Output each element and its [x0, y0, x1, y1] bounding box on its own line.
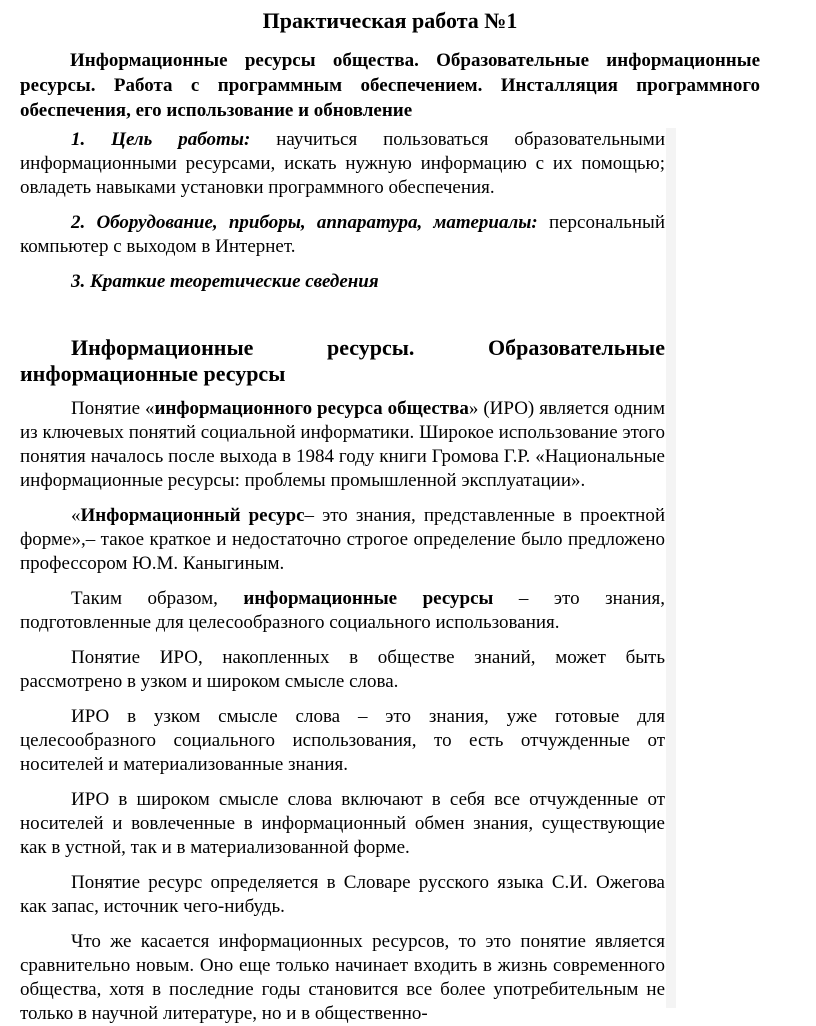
p3-after: – это знания, подготовленные для целесообразного социального использования. — [20, 588, 666, 633]
equipment-text: персональный компьютер с выходом в Интернет. — [20, 212, 665, 257]
page-title: Практическая работа №1 — [262, 8, 518, 33]
goal-paragraph — [20, 128, 665, 200]
paragraph-broad-sense: ИРО в широком смысле слова включают в себя все отчужденные от носителей и вовлеченные в информационный обмен знания, существующие как в устной, так и в материализованной форме. — [20, 789, 665, 858]
paragraph-thus — [20, 587, 665, 635]
p2-before: « — [71, 505, 81, 526]
page-edge-shade — [666, 128, 676, 1008]
p3-before: Таким образом, — [71, 588, 244, 609]
equipment-label: 2. Оборудование, приборы, аппаратура, материалы: — [71, 212, 538, 233]
paragraph-iro-sense: Понятие ИРО, накопленных в обществе знаний, может быть рассмотрено в узком и широком смысле слова. — [20, 647, 665, 692]
paragraph-new-concept: Что же касается информационных ресурсов, то это понятие является сравнительно новым. Оно еще только начинает входить в жизнь современного общества, хотя в последние годы становится все более употребительным не только в научной литературе, но и в общественно- — [20, 931, 665, 1024]
document-subtitle: Информационные ресурсы общества. Образовательные информационные ресурсы. Работа с программным обеспечением. Инсталляция программного обеспечения, его использование и обновление — [20, 50, 760, 121]
section-heading: Информационные ресурсы. Образовательные информационные ресурсы — [20, 335, 665, 386]
goal-text: научиться пользоваться образовательными информационными ресурсами, искать нужную информацию с их помощью; овладеть навыками установки программного обеспечения. — [20, 129, 665, 198]
paragraph-iro-concept — [20, 397, 665, 493]
p3-bold: информационные ресурсы — [243, 588, 494, 609]
paragraph-definition — [20, 504, 665, 576]
theory-label: 3. Краткие теоретические сведения — [71, 271, 379, 292]
goal-label: 1. Цель работы: — [71, 129, 251, 150]
p1-bold: информационного ресурса общества — [154, 398, 469, 419]
document-header — [20, 0, 760, 123]
p1-before: Понятие « — [71, 398, 155, 419]
p1-after: » (ИРО) является одним из ключевых понятий социальной информатики. Широкое использование этого понятия началось после выхода в 1984 году книги Громова Г.Р. «Национальные информационные ресурсы: проблемы промышленной эксплуатации». — [20, 398, 665, 491]
p2-after: – это знания, представленные в проектной форме»,– такое краткое и недостаточно строгое определение было предложено профессором Ю.М. Каныгиным. — [20, 505, 665, 574]
theory-paragraph — [20, 270, 665, 294]
equipment-paragraph — [20, 211, 665, 259]
paragraph-resource-definition: Понятие ресурс определяется в Словаре русского языка С.И. Ожегова как запас, источник чего-нибудь. — [20, 872, 665, 917]
paragraph-narrow-sense: ИРО в узком смысле слова – это знания, уже готовые для целесообразного социального использования, то есть отчужденные от носителей и материализованные знания. — [20, 706, 665, 775]
p2-bold: Информационный ресурс — [80, 505, 305, 526]
document-body — [20, 128, 665, 1026]
